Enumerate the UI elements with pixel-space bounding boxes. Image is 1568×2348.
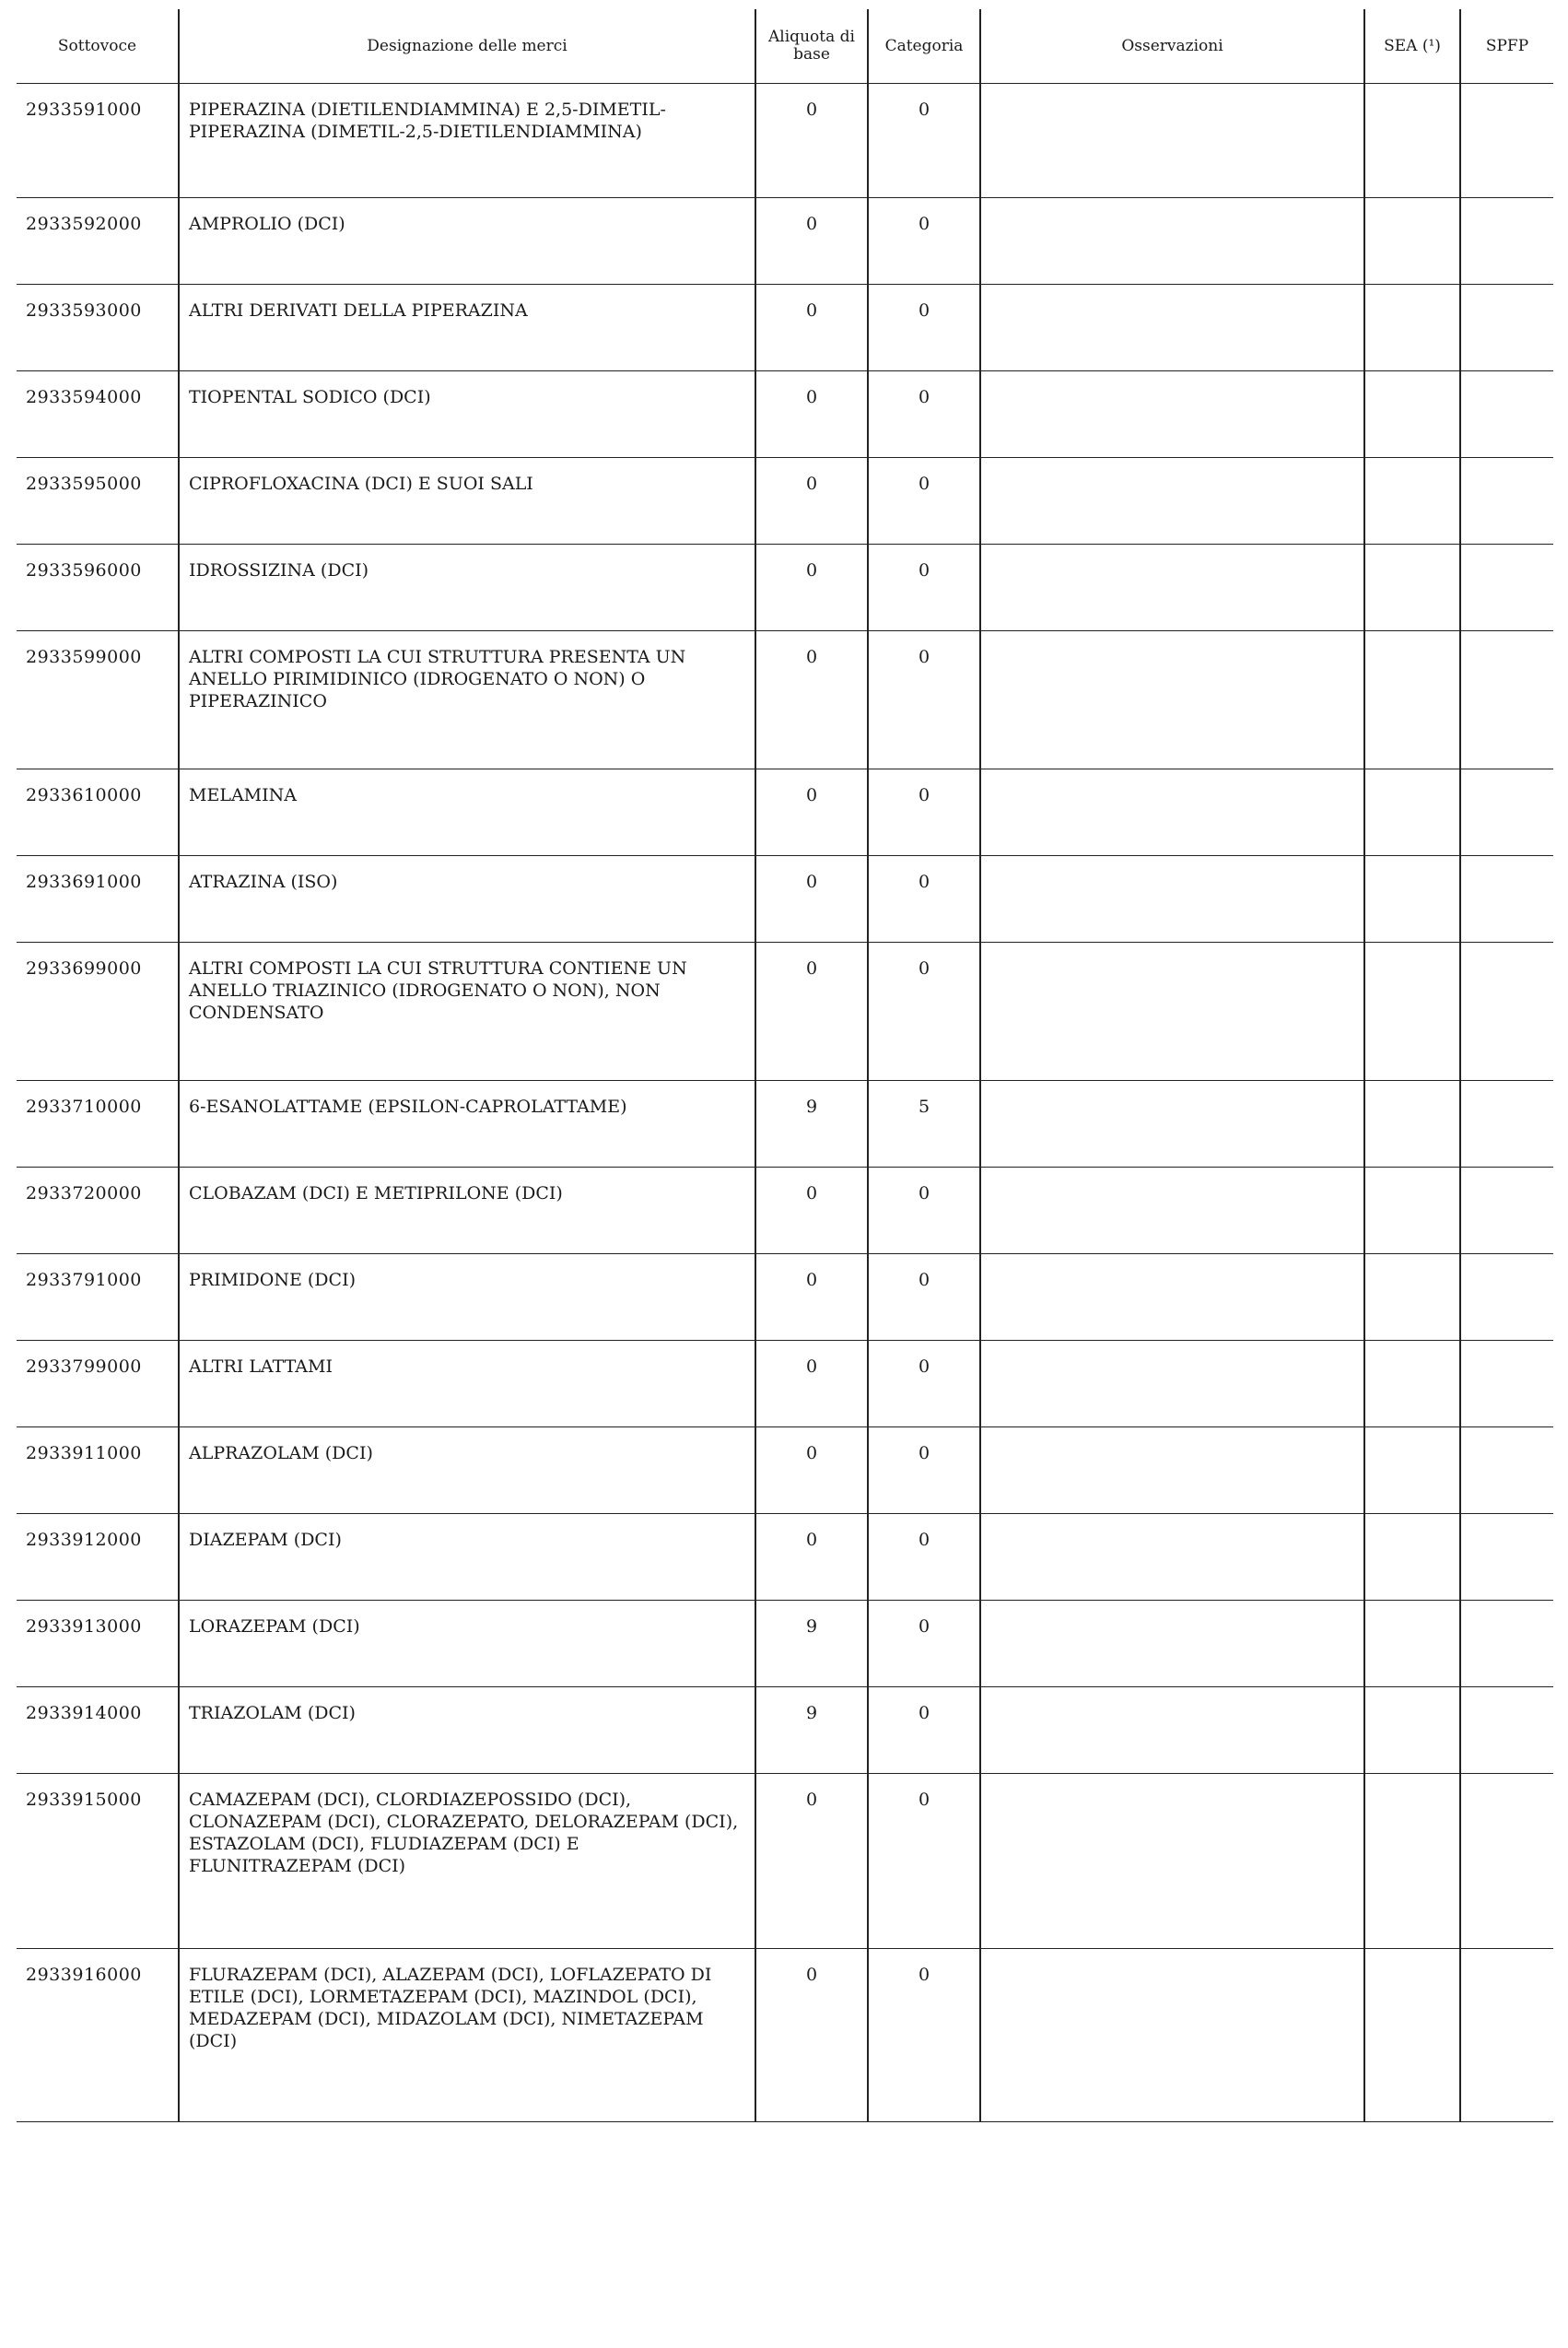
table-row xyxy=(17,84,1553,198)
cell-sea xyxy=(1364,1687,1460,1774)
cell-categoria: 5 xyxy=(868,1081,980,1168)
cell-osservazioni xyxy=(980,545,1364,631)
cell-categoria: 0 xyxy=(868,856,980,943)
header-designazione: Designazione delle merci xyxy=(179,9,755,84)
cell-spfp xyxy=(1460,1687,1553,1774)
cell-osservazioni xyxy=(980,1254,1364,1341)
cell-osservazioni xyxy=(980,198,1364,285)
cell-osservazioni xyxy=(980,1687,1364,1774)
cell-categoria: 0 xyxy=(868,1254,980,1341)
cell-sottovoce: 2933699000 xyxy=(17,943,179,1081)
cell-osservazioni xyxy=(980,458,1364,545)
cell-categoria: 0 xyxy=(868,1341,980,1427)
cell-aliquota: 0 xyxy=(755,943,868,1081)
header-sea: SEA (¹) xyxy=(1364,9,1460,84)
cell-categoria: 0 xyxy=(868,1949,980,2122)
cell-spfp xyxy=(1460,285,1553,371)
cell-spfp xyxy=(1460,84,1553,198)
table-row xyxy=(17,1254,1553,1341)
cell-aliquota: 0 xyxy=(755,84,868,198)
cell-osservazioni xyxy=(980,1601,1364,1687)
cell-aliquota: 0 xyxy=(755,631,868,769)
cell-categoria: 0 xyxy=(868,1514,980,1601)
cell-sea xyxy=(1364,1168,1460,1254)
cell-aliquota: 0 xyxy=(755,1427,868,1514)
cell-sottovoce: 2933595000 xyxy=(17,458,179,545)
cell-categoria: 0 xyxy=(868,943,980,1081)
cell-sottovoce: 2933791000 xyxy=(17,1254,179,1341)
cell-designazione: ALTRI COMPOSTI LA CUI STRUTTURA PRESENTA UN ANELLO PIRIMIDINICO (IDROGENATO O NON) O PIPERAZINICO xyxy=(179,631,755,769)
cell-sea xyxy=(1364,1081,1460,1168)
table-row xyxy=(17,1601,1553,1687)
cell-designazione: PRIMIDONE (DCI) xyxy=(179,1254,755,1341)
cell-spfp xyxy=(1460,1427,1553,1514)
cell-sottovoce: 2933691000 xyxy=(17,856,179,943)
table-row xyxy=(17,769,1553,856)
cell-aliquota: 0 xyxy=(755,1341,868,1427)
cell-spfp xyxy=(1460,1949,1553,2122)
cell-designazione: IDROSSIZINA (DCI) xyxy=(179,545,755,631)
cell-spfp xyxy=(1460,769,1553,856)
cell-sea xyxy=(1364,1949,1460,2122)
cell-aliquota: 0 xyxy=(755,198,868,285)
cell-spfp xyxy=(1460,1081,1553,1168)
table-row xyxy=(17,198,1553,285)
cell-sottovoce: 2933913000 xyxy=(17,1601,179,1687)
cell-aliquota: 0 xyxy=(755,285,868,371)
cell-sottovoce: 2933610000 xyxy=(17,769,179,856)
cell-sottovoce: 2933914000 xyxy=(17,1687,179,1774)
cell-spfp xyxy=(1460,1514,1553,1601)
cell-sottovoce: 2933720000 xyxy=(17,1168,179,1254)
header-sottovoce: Sottovoce xyxy=(17,9,179,84)
cell-categoria: 0 xyxy=(868,1601,980,1687)
cell-designazione: CIPROFLOXACINA (DCI) E SUOI SALI xyxy=(179,458,755,545)
cell-aliquota: 9 xyxy=(755,1081,868,1168)
cell-designazione: TIOPENTAL SODICO (DCI) xyxy=(179,371,755,458)
cell-osservazioni xyxy=(980,1168,1364,1254)
cell-aliquota: 0 xyxy=(755,1254,868,1341)
cell-designazione: ATRAZINA (ISO) xyxy=(179,856,755,943)
cell-designazione: AMPROLIO (DCI) xyxy=(179,198,755,285)
cell-sottovoce: 2933916000 xyxy=(17,1949,179,2122)
cell-designazione: FLURAZEPAM (DCI), ALAZEPAM (DCI), LOFLAZEPATO DI ETILE (DCI), LORMETAZEPAM (DCI), MAZINDOL (DCI), MEDAZEPAM (DCI), MIDAZOLAM (DCI), NIMETAZEPAM (DCI) xyxy=(179,1949,755,2122)
header-spfp: SPFP xyxy=(1460,9,1553,84)
cell-sea xyxy=(1364,1514,1460,1601)
cell-spfp xyxy=(1460,1254,1553,1341)
cell-sea xyxy=(1364,285,1460,371)
cell-osservazioni xyxy=(980,84,1364,198)
cell-designazione: DIAZEPAM (DCI) xyxy=(179,1514,755,1601)
cell-spfp xyxy=(1460,856,1553,943)
cell-aliquota: 0 xyxy=(755,1168,868,1254)
cell-osservazioni xyxy=(980,371,1364,458)
cell-designazione: ALPRAZOLAM (DCI) xyxy=(179,1427,755,1514)
cell-sea xyxy=(1364,1254,1460,1341)
cell-categoria: 0 xyxy=(868,545,980,631)
cell-osservazioni xyxy=(980,856,1364,943)
table-row xyxy=(17,458,1553,545)
cell-categoria: 0 xyxy=(868,371,980,458)
table-row xyxy=(17,943,1553,1081)
cell-aliquota: 0 xyxy=(755,545,868,631)
cell-osservazioni xyxy=(980,1949,1364,2122)
cell-categoria: 0 xyxy=(868,1427,980,1514)
table-header-row xyxy=(17,9,1553,84)
cell-sottovoce: 2933710000 xyxy=(17,1081,179,1168)
cell-sea xyxy=(1364,84,1460,198)
cell-sottovoce: 2933799000 xyxy=(17,1341,179,1427)
cell-designazione: CLOBAZAM (DCI) E METIPRILONE (DCI) xyxy=(179,1168,755,1254)
cell-aliquota: 0 xyxy=(755,856,868,943)
cell-designazione: ALTRI DERIVATI DELLA PIPERAZINA xyxy=(179,285,755,371)
cell-sea xyxy=(1364,1341,1460,1427)
cell-spfp xyxy=(1460,943,1553,1081)
cell-sea xyxy=(1364,1427,1460,1514)
cell-spfp xyxy=(1460,1168,1553,1254)
cell-spfp xyxy=(1460,631,1553,769)
table-row xyxy=(17,1081,1553,1168)
cell-sottovoce: 2933599000 xyxy=(17,631,179,769)
cell-aliquota: 9 xyxy=(755,1601,868,1687)
cell-categoria: 0 xyxy=(868,1168,980,1254)
cell-sottovoce: 2933915000 xyxy=(17,1774,179,1949)
table-row xyxy=(17,1774,1553,1949)
cell-osservazioni xyxy=(980,1514,1364,1601)
cell-osservazioni xyxy=(980,1427,1364,1514)
cell-aliquota: 0 xyxy=(755,458,868,545)
cell-categoria: 0 xyxy=(868,1687,980,1774)
table-row xyxy=(17,1168,1553,1254)
table-row xyxy=(17,545,1553,631)
table-row xyxy=(17,1687,1553,1774)
cell-categoria: 0 xyxy=(868,285,980,371)
table-row xyxy=(17,371,1553,458)
cell-aliquota: 0 xyxy=(755,371,868,458)
cell-aliquota: 0 xyxy=(755,769,868,856)
cell-categoria: 0 xyxy=(868,198,980,285)
cell-sottovoce: 2933594000 xyxy=(17,371,179,458)
cell-sea xyxy=(1364,769,1460,856)
cell-sea xyxy=(1364,198,1460,285)
table-row xyxy=(17,631,1553,769)
cell-designazione: ALTRI COMPOSTI LA CUI STRUTTURA CONTIENE UN ANELLO TRIAZINICO (IDROGENATO O NON), NON CONDENSATO xyxy=(179,943,755,1081)
cell-osservazioni xyxy=(980,631,1364,769)
cell-spfp xyxy=(1460,371,1553,458)
table-row xyxy=(17,1514,1553,1601)
cell-sottovoce: 2933591000 xyxy=(17,84,179,198)
cell-spfp xyxy=(1460,458,1553,545)
cell-spfp xyxy=(1460,1341,1553,1427)
cell-designazione: 6-ESANOLATTAME (EPSILON-CAPROLATTAME) xyxy=(179,1081,755,1168)
cell-designazione: CAMAZEPAM (DCI), CLORDIAZEPOSSIDO (DCI), CLONAZEPAM (DCI), CLORAZEPATO, DELORAZEPAM (DCI), ESTAZOLAM (DCI), FLUDIAZEPAM (DCI) E FLUNITRAZEPAM (DCI) xyxy=(179,1774,755,1949)
cell-sea xyxy=(1364,371,1460,458)
cell-osservazioni xyxy=(980,1774,1364,1949)
cell-designazione: TRIAZOLAM (DCI) xyxy=(179,1687,755,1774)
cell-sottovoce: 2933912000 xyxy=(17,1514,179,1601)
table-row xyxy=(17,1949,1553,2122)
header-aliquota: Aliquota di base xyxy=(755,9,868,84)
cell-aliquota: 0 xyxy=(755,1949,868,2122)
cell-categoria: 0 xyxy=(868,631,980,769)
table-row xyxy=(17,856,1553,943)
header-categoria: Categoria xyxy=(868,9,980,84)
cell-osservazioni xyxy=(980,285,1364,371)
table-row xyxy=(17,285,1553,371)
cell-designazione: ALTRI LATTAMI xyxy=(179,1341,755,1427)
cell-sea xyxy=(1364,631,1460,769)
cell-spfp xyxy=(1460,1601,1553,1687)
cell-sottovoce: 2933593000 xyxy=(17,285,179,371)
table-row xyxy=(17,1427,1553,1514)
cell-spfp xyxy=(1460,198,1553,285)
cell-sottovoce: 2933911000 xyxy=(17,1427,179,1514)
cell-categoria: 0 xyxy=(868,84,980,198)
cell-sottovoce: 2933596000 xyxy=(17,545,179,631)
tariff-table xyxy=(17,9,1553,2122)
table-row xyxy=(17,1341,1553,1427)
cell-designazione: PIPERAZINA (DIETILENDIAMMINA) E 2,5-DIMETIL-PIPERAZINA (DIMETIL-2,5-DIETILENDIAMMINA) xyxy=(179,84,755,198)
cell-sea xyxy=(1364,458,1460,545)
cell-aliquota: 0 xyxy=(755,1514,868,1601)
cell-spfp xyxy=(1460,1774,1553,1949)
cell-sea xyxy=(1364,856,1460,943)
cell-osservazioni xyxy=(980,1341,1364,1427)
cell-sea xyxy=(1364,943,1460,1081)
cell-osservazioni xyxy=(980,769,1364,856)
cell-sea xyxy=(1364,1601,1460,1687)
cell-categoria: 0 xyxy=(868,1774,980,1949)
cell-categoria: 0 xyxy=(868,769,980,856)
cell-categoria: 0 xyxy=(868,458,980,545)
cell-designazione: MELAMINA xyxy=(179,769,755,856)
cell-sea xyxy=(1364,545,1460,631)
cell-designazione: LORAZEPAM (DCI) xyxy=(179,1601,755,1687)
header-osservazioni: Osservazioni xyxy=(980,9,1364,84)
cell-aliquota: 9 xyxy=(755,1687,868,1774)
cell-sea xyxy=(1364,1774,1460,1949)
cell-sottovoce: 2933592000 xyxy=(17,198,179,285)
cell-spfp xyxy=(1460,545,1553,631)
cell-osservazioni xyxy=(980,1081,1364,1168)
cell-osservazioni xyxy=(980,943,1364,1081)
cell-aliquota: 0 xyxy=(755,1774,868,1949)
